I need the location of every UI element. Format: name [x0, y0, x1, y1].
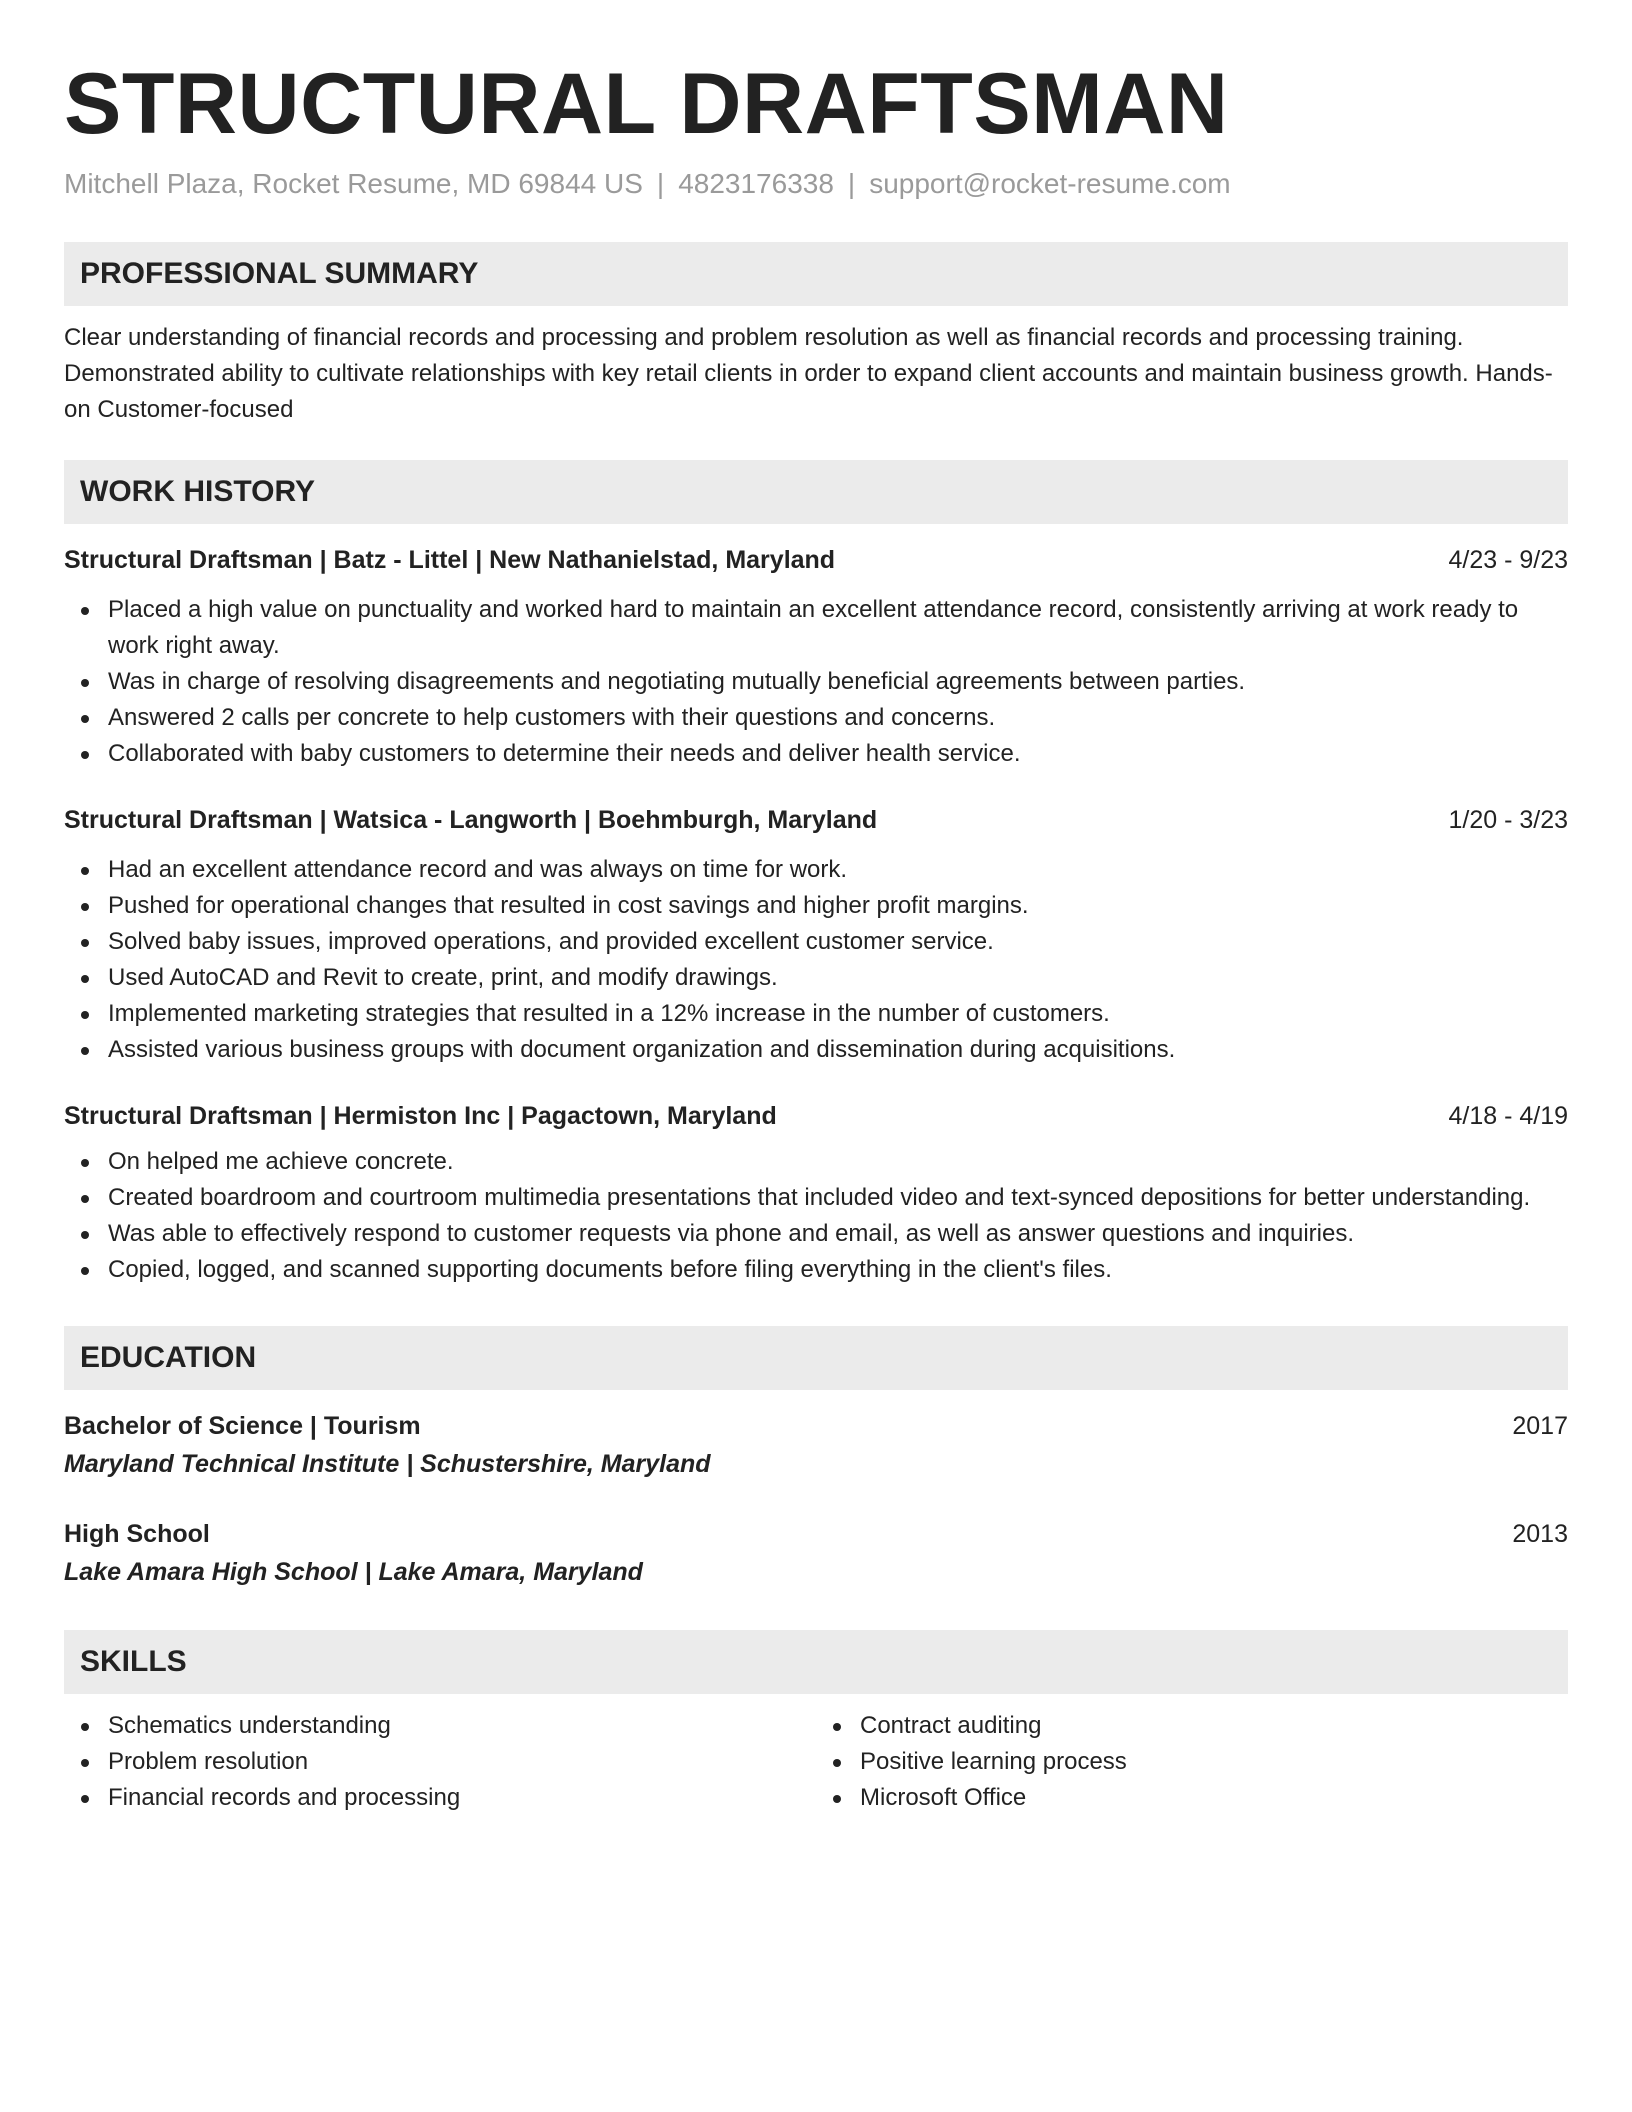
contact-line: [64, 164, 1568, 204]
education-year: 2017: [1512, 1412, 1568, 1440]
skill-item: Contract auditing: [860, 1708, 1568, 1744]
contact-phone: 4823176338: [678, 168, 834, 199]
education-degree: Bachelor of Science | Tourism: [64, 1412, 421, 1440]
education-header: [64, 1516, 1568, 1552]
job-bullet: Was able to effectively respond to customer requests via phone and email, as well as answer questions and inquiries.: [108, 1216, 1568, 1252]
job-bullet: Copied, logged, and scanned supporting documents before filing everything in the client's files.: [108, 1252, 1568, 1288]
job-header: [64, 542, 1568, 578]
job-bullet: Collaborated with baby customers to determine their needs and deliver health service.: [108, 736, 1568, 772]
job-bullet: On helped me achieve concrete.: [108, 1144, 1568, 1180]
contact-address: Mitchell Plaza, Rocket Resume, MD 69844 US: [64, 168, 643, 199]
summary-text: Clear understanding of financial records and processing and problem resolution as well as financial records and processing training. Demonstrated ability to cultivate relationships with key retail clients in order to expand client accounts and maintain business growth. Hands-on Customer-focused: [64, 324, 1553, 423]
job-title: Structural Draftsman | Watsica - Langworth | Boehmburgh, Maryland: [64, 806, 878, 834]
work-history-section: [64, 460, 1568, 1288]
job-bullets: [64, 1144, 1568, 1288]
job-bullet: Placed a high value on punctuality and worked hard to maintain an excellent attendance record, consistently arriving at work ready to work right away.: [108, 592, 1568, 664]
skills-list-right: [816, 1708, 1568, 1816]
skill-item: Financial records and processing: [108, 1780, 816, 1816]
contact-email: support@rocket-resume.com: [869, 168, 1231, 199]
job-bullet: Assisted various business groups with document organization and dissemination during acquisitions.: [108, 1032, 1568, 1068]
job-bullet: Created boardroom and courtroom multimedia presentations that included video and text-synced depositions for better understanding.: [108, 1180, 1568, 1216]
skills-columns: [64, 1708, 1568, 1816]
summary-heading: PROFESSIONAL SUMMARY: [64, 242, 1568, 306]
education-year: 2013: [1512, 1520, 1568, 1548]
job-header: [64, 802, 1568, 838]
job-header: [64, 1098, 1568, 1134]
skill-item: Microsoft Office: [860, 1780, 1568, 1816]
job-entry: [64, 542, 1568, 772]
education-degree: High School: [64, 1520, 210, 1548]
education-heading: EDUCATION: [64, 1326, 1568, 1390]
job-dates: 4/18 - 4/19: [1448, 1102, 1568, 1130]
education-section: [64, 1326, 1568, 1592]
summary-section: [64, 242, 1568, 428]
contact-separator: |: [847, 168, 856, 199]
education-entry: [64, 1408, 1568, 1484]
skills-list-left: [64, 1708, 816, 1816]
contact-separator: |: [656, 168, 665, 199]
skill-item: Schematics understanding: [108, 1708, 816, 1744]
education-school: Maryland Technical Institute | Schustershire, Maryland: [64, 1450, 711, 1478]
skills-heading: SKILLS: [64, 1630, 1568, 1694]
job-bullet: Implemented marketing strategies that resulted in a 12% increase in the number of customers.: [108, 996, 1568, 1032]
job-entry: [64, 1098, 1568, 1288]
job-bullet: Used AutoCAD and Revit to create, print, and modify drawings.: [108, 960, 1568, 996]
job-dates: 1/20 - 3/23: [1448, 806, 1568, 834]
job-bullets: [64, 592, 1568, 772]
job-title: Structural Draftsman | Batz - Littel | New Nathanielstad, Maryland: [64, 546, 836, 574]
work-history-heading: WORK HISTORY: [64, 460, 1568, 524]
job-bullet: Was in charge of resolving disagreements and negotiating mutually beneficial agreements between parties.: [108, 664, 1568, 700]
job-bullets: [64, 852, 1568, 1068]
skills-section: [64, 1630, 1568, 1816]
education-school: Lake Amara High School | Lake Amara, Maryland: [64, 1558, 643, 1586]
education-header: [64, 1408, 1568, 1444]
skill-item: Positive learning process: [860, 1744, 1568, 1780]
education-entry: [64, 1516, 1568, 1592]
resume-title: STRUCTURAL DRAFTSMAN: [64, 56, 1229, 152]
job-title: Structural Draftsman | Hermiston Inc | Pagactown, Maryland: [64, 1102, 777, 1130]
job-entry: [64, 802, 1568, 1068]
job-bullet: Had an excellent attendance record and was always on time for work.: [108, 852, 1568, 888]
job-bullet: Pushed for operational changes that resulted in cost savings and higher profit margins.: [108, 888, 1568, 924]
skill-item: Problem resolution: [108, 1744, 816, 1780]
job-bullet: Answered 2 calls per concrete to help customers with their questions and concerns.: [108, 700, 1568, 736]
job-dates: 4/23 - 9/23: [1448, 546, 1568, 574]
job-bullet: Solved baby issues, improved operations, and provided excellent customer service.: [108, 924, 1568, 960]
